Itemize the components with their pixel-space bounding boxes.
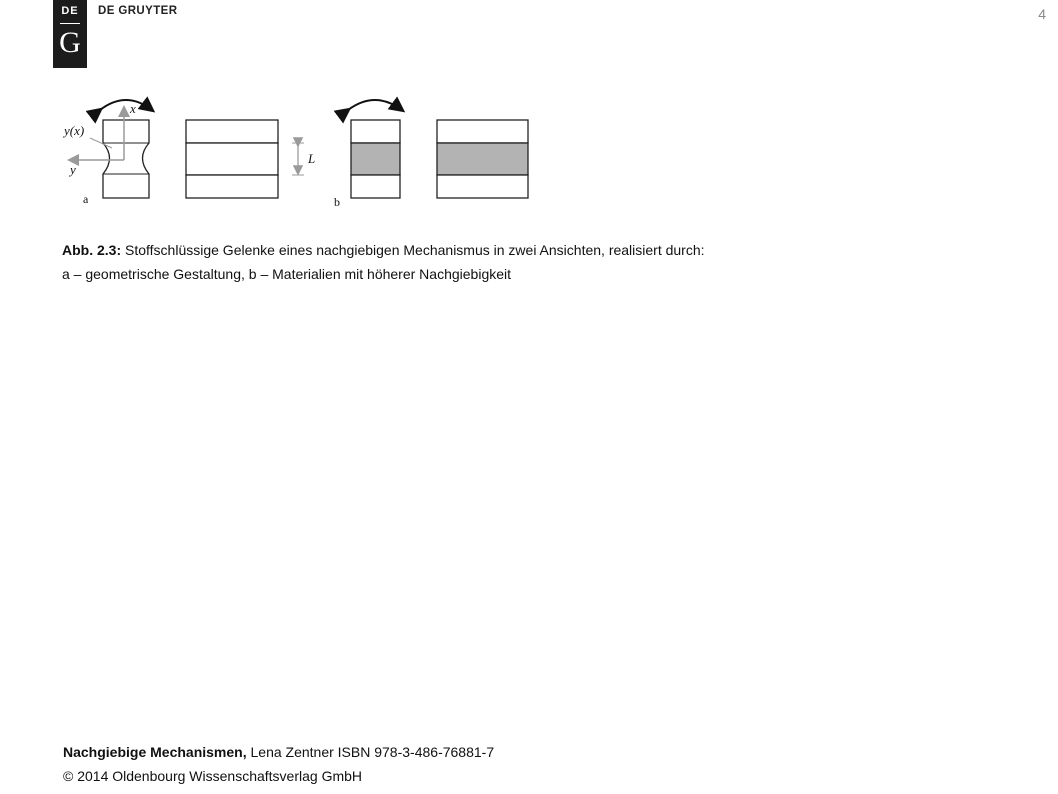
label-a: a	[83, 192, 89, 206]
caption-text-1: Stoffschlüssige Gelenke eines nachgiebigen Mechanismus in zwei Ansichten, realisiert durch:	[125, 242, 705, 258]
footer-author-isbn: Lena Zentner ISBN 978-3-486-76881-7	[250, 744, 495, 760]
caption-line-1	[62, 238, 962, 262]
footer-copyright: © 2014 Oldenbourg Wissenschaftsverlag GmbH	[63, 768, 363, 784]
logo-de-text: DE	[61, 5, 79, 17]
logo-g-text: G	[59, 26, 81, 59]
figure-compliant-joints	[60, 88, 540, 216]
side-view-a-bottom	[186, 175, 278, 198]
side-view-a-middle	[186, 143, 278, 175]
axis-y-label: y	[70, 162, 76, 177]
length-label: L	[308, 151, 316, 166]
side-view-b-soft-segment	[437, 143, 528, 175]
logo-divider	[60, 23, 80, 24]
notch-hinge-outline	[103, 120, 149, 198]
bend-arrow-a	[100, 100, 152, 110]
bend-arrow-b	[348, 100, 402, 110]
side-view-b-bottom	[437, 175, 528, 198]
side-view-a-top	[186, 120, 278, 143]
material-hinge-soft-segment	[351, 143, 400, 175]
caption-line-2: a – geometrische Gestaltung, b – Materialien mit höherer Nachgiebigkeit	[62, 266, 512, 282]
footer-book-title: Nachgiebige Mechanismen,	[63, 744, 247, 760]
footer-book-line	[63, 740, 494, 764]
caption-label: Abb. 2.3:	[62, 242, 122, 258]
publisher-logo	[53, 0, 87, 68]
side-view-b-top	[437, 120, 528, 143]
figure-caption	[62, 238, 962, 286]
curve-label: y(x)	[64, 123, 85, 138]
page-number: 4	[1038, 6, 1046, 22]
page-footer	[63, 740, 494, 788]
material-hinge-bottom	[351, 175, 400, 198]
material-hinge-top	[351, 120, 400, 143]
label-b: b	[334, 195, 340, 209]
publisher-name: DE GRUYTER	[98, 5, 178, 17]
axis-x-label: x	[130, 101, 136, 116]
